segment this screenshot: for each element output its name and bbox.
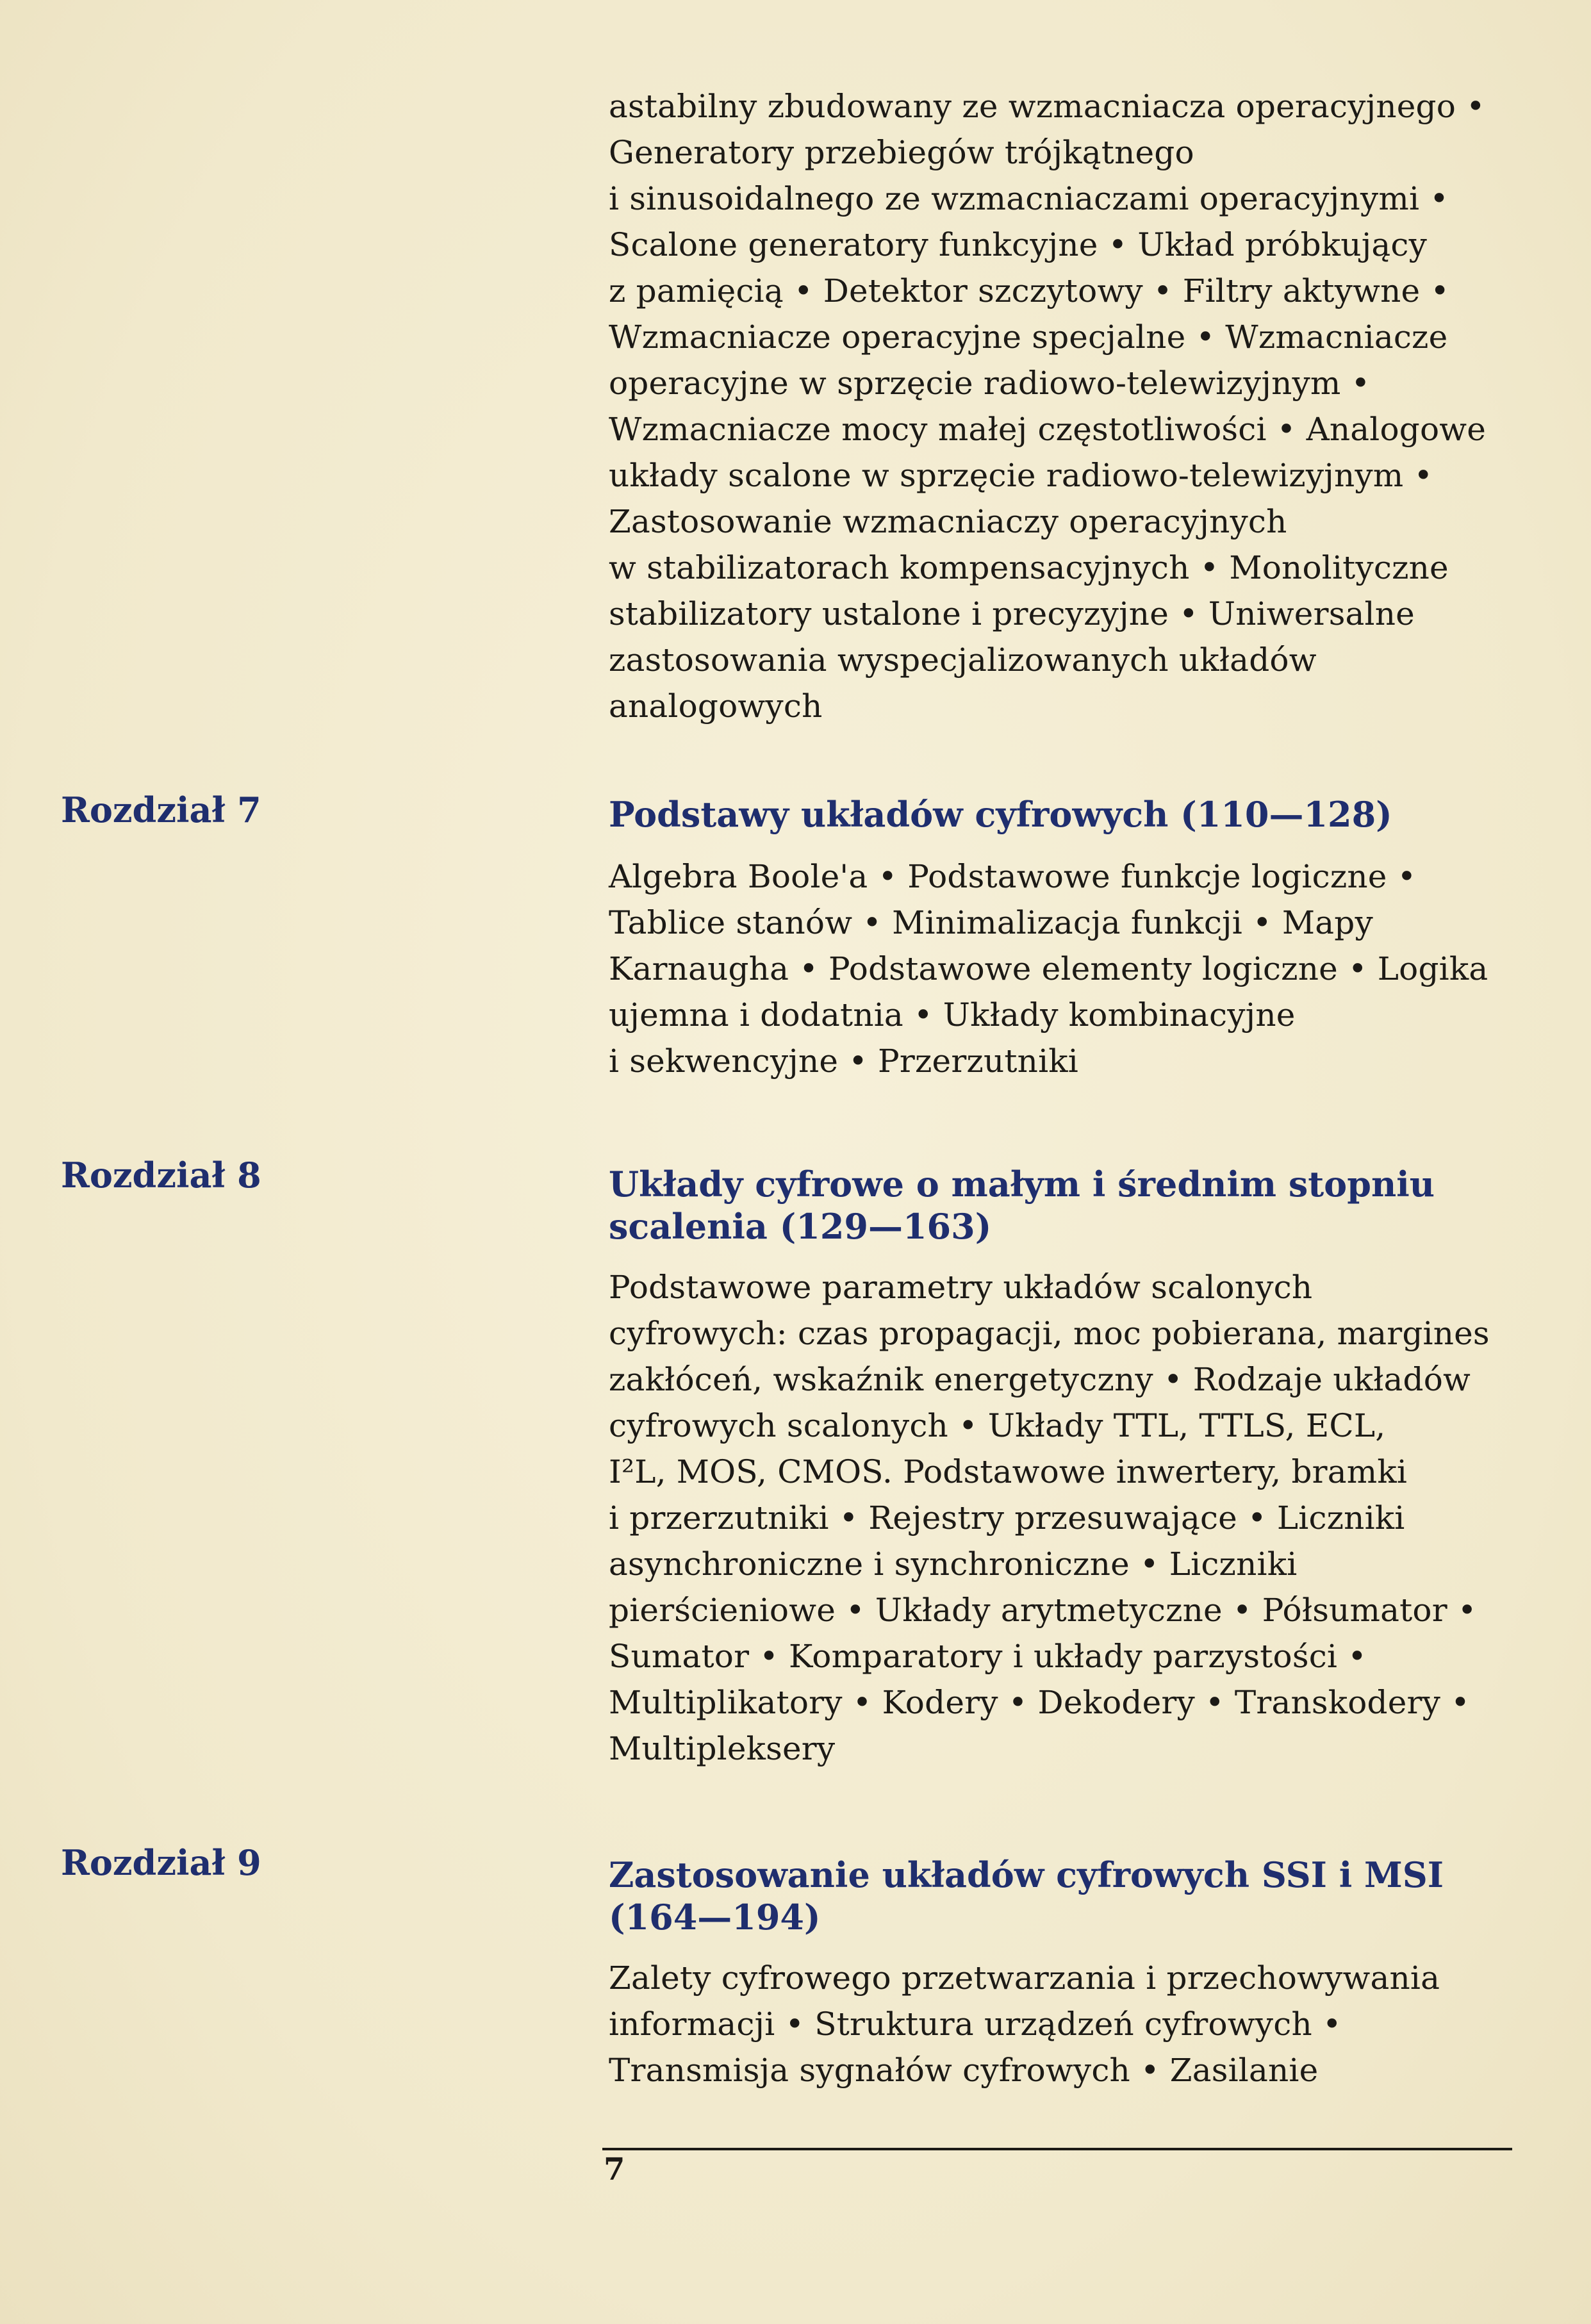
chapter-8-label: Rozdział 8 bbox=[61, 1155, 261, 1196]
chapter-7-text: Algebra Boole'a • Podstawowe funkcje logiczne • Tablice stanów • Minimalizacja funkcji • Mapy Karnaugha • Podstawowe elementy logiczne • Logika ujemna i dodatnia • Układy kombinacyjne i sekwencyjne • Przerzutniki bbox=[609, 858, 1488, 1080]
intro-block bbox=[609, 83, 1525, 729]
intro-text: astabilny zbudowany ze wzmacniacza operacyjnego • Generatory przebiegów trójkątnego i sinusoidalnego ze wzmacniaczami operacyjnymi • Scalone generatory funkcyjne • Układ próbkujący z pamięcią • Detektor szczytowy • Filtry aktywne • Wzmacniacze operacyjne specjalne • Wzmacniacze operacyjne w sprzęcie radiowo-telewizyjnym • Wzmacniacze mocy małej częstotliwości • Analogowe układy scalone w sprzęcie radiowo-telewizyjnym • Zastosowanie wzmacniaczy operacyjnych w stabilizatorach kompensacyjnych • Monolityczne stabilizatory ustalone i precyzyjne • Uniwersalne zastosowania wyspecjalizowanych układów analogowych bbox=[609, 88, 1487, 725]
chapter-7-title: Podstawy układów cyfrowych (110—128) bbox=[609, 794, 1392, 835]
chapter-8-title: Układy cyfrowe o małym i średnim stopniu scalenia (129—163) bbox=[609, 1164, 1435, 1247]
chapter-9-title: Zastosowanie układów cyfrowych SSI i MSI (164—194) bbox=[609, 1854, 1444, 1938]
footer-rule bbox=[602, 2148, 1512, 2150]
chapter-9-text: Zalety cyfrowego przetwarzania i przechowywania informacji • Struktura urządzeń cyfrowych • Transmisja sygnałów cyfrowych • Zasilanie bbox=[609, 1959, 1440, 2089]
chapter-8-text: Podstawowe parametry układów scalonych cyfrowych: czas propagacji, moc pobierana, margines zakłóceń, wskaźnik energetyczny • Rodzaje układów cyfrowych scalonych • Układy TTL, TTLS, ECL, I²L, MOS, CMOS. Podstawowe inwertery, bramki i przerzutniki • Rejestry przesuwające • Liczniki asynchroniczne i synchroniczne • Liczniki pierścieniowe • Układy arytmetyczne • Półsumator • Sumator • Komparatory i układy parzystości • Multiplikatory • Kodery • Dekodery • Transkodery • Multipleksery bbox=[609, 1269, 1490, 1767]
chapter-9-label: Rozdział 9 bbox=[61, 1842, 261, 1883]
chapter-7-label: Rozdział 7 bbox=[61, 789, 261, 830]
chapter-8-block bbox=[609, 1163, 1525, 1772]
chapter-7-block bbox=[609, 793, 1525, 1084]
page-number: 7 bbox=[604, 2152, 625, 2188]
chapter-9-block bbox=[609, 1854, 1525, 2093]
